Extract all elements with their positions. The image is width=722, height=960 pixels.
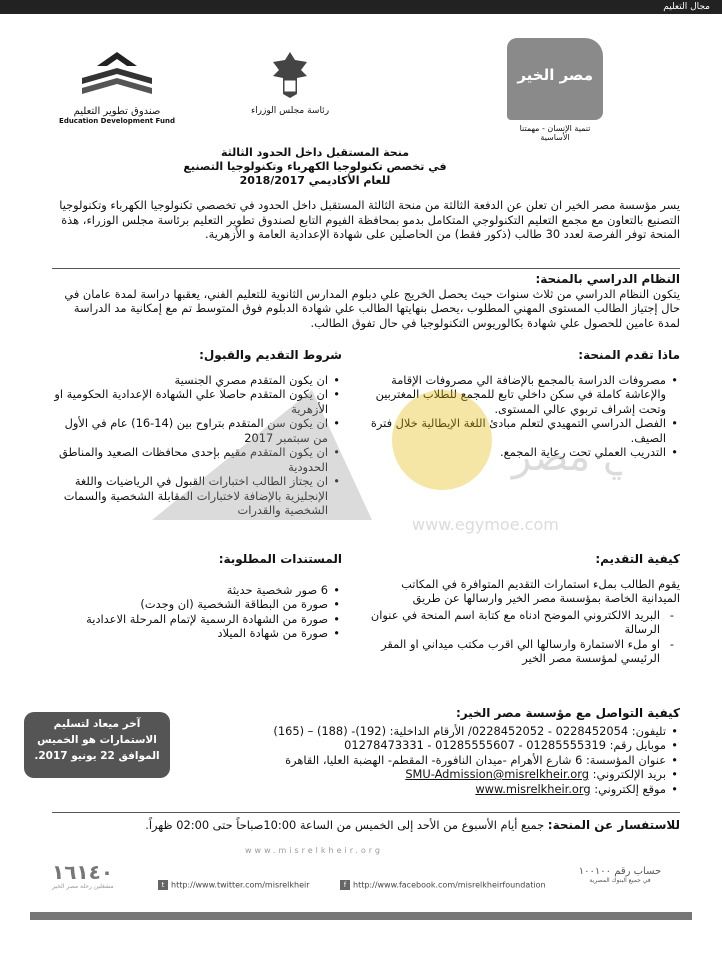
facebook-url[interactable]: http://www.facebook.com/misrelkheirfoundation	[353, 880, 546, 890]
contact-list	[190, 724, 680, 797]
apply-item: - البريد الالكتروني الموضح ادناه مع كتابة اسم المنحة في عنوان الرسالة	[360, 608, 660, 637]
eagle-icon	[267, 48, 313, 102]
misr-elkheir-logo-shape	[507, 38, 603, 120]
facebook-icon: f	[340, 880, 350, 890]
conditions-item: • ان يكون المتقدم مصري الجنسية	[52, 373, 328, 388]
contact-heading: كيفية التواصل مع مؤسسة مصر الخير:	[455, 706, 680, 720]
twitter-icon: t	[158, 880, 168, 890]
offers-item: • التدريب العملي تحت رعاية المجمع.	[360, 445, 666, 460]
top-label: مجال التعليم	[663, 2, 710, 12]
contact-site-row	[190, 782, 666, 797]
email-label: بريد الإلكتروني:	[592, 767, 666, 781]
documents-item: • صورة من الشهادة الرسمية لإتمام المرحلة الاعدادية	[52, 612, 328, 627]
documents-item: • صورة من البطاقة الشخصية (ان وجدت)	[52, 597, 328, 612]
title-line-2: في تخصص تكنولوجيا الكهرباء وتكنولوجيا التصنيع	[183, 160, 447, 173]
deadline-line-1: آخر ميعاد لتسليم	[53, 718, 141, 730]
conditions-item: • ان يكون المتقدم مقيم بإحدى محافظات الصعيد والمناطق الحدودية	[52, 445, 328, 474]
intro-paragraph: يسر مؤسسة مصر الخير ان تعلن عن الدفعة الثالثة من منحة الثالثة المستقبل داخل الحدود في تخصصي تكنولوجيا الكهرباء وتكنولوجيا التصنيع بالتعاون مع مجمع التعليم التكنولوجي المتكامل بدمو بمحافظة الفيوم التابع لصندوق تطوير التعليم برئاسة مجلس الوزراء، هذة المنحة توفر الفرصة لعدد 30 طالب (ذكور فقط) من الحاصلين على شهادة الإعدادية العامة و الأزهرية.	[59, 198, 680, 241]
book-hands-icon	[72, 48, 162, 100]
footer-url[interactable]: www.misrelkheir.org	[245, 846, 383, 855]
inquiry-label: للاستفسار عن المنحة:	[547, 818, 680, 832]
apply-body: يقوم الطالب بملء استمارات التقديم المتوافرة في المكاتب الميدانية الخاصة بمؤسسة مصر الخير وارسالها عن طريق	[401, 576, 680, 605]
conditions-item: • ان يجتاز الطالب اختبارات القبول في الرياضيات واللغة الإنجليزية بالإضافة لاختبارات المقابلة الشخصية والسمات الشخصية والقدرات	[52, 474, 328, 518]
apply-heading: كيفية التقديم:	[595, 552, 680, 566]
bottom-bar	[30, 912, 692, 920]
offers-heading: ماذا تقدم المنحة:	[578, 348, 680, 362]
offers-item: • الفصل الدراسي التمهيدي لتعلم مبادئ اللغة الإيطالية خلال فترة الصيف.	[360, 416, 666, 445]
misr-elkheir-logo	[507, 38, 603, 142]
conditions-list	[52, 373, 342, 518]
contact-mobile: • موبايل رقم: 01285555319 - 01285555607 - 01278473331	[190, 738, 666, 753]
hotline-sub: مشغلين رحلة مصر الخير	[52, 883, 114, 890]
edf-logo	[52, 48, 182, 125]
study-system-section	[52, 272, 680, 330]
twitter-url[interactable]: http://www.twitter.com/misrelkheir	[171, 880, 310, 890]
misr-elkheir-tagline: تنمية الإنسان - مهمتنا الأساسية	[519, 124, 591, 142]
misr-elkheir-logo-text: مصر الخير	[517, 66, 593, 84]
inquiry-text: جميع أيام الأسبوع من الأحد إلى الخميس من الساعة 10:00صباحاً حتى 02:00 ظهراً.	[145, 818, 545, 832]
top-bar	[0, 0, 722, 14]
offers-item: • مصروفات الدراسة بالمجمع بالإضافة الي مصروفات الإقامة والإعاشة كاملة في سكن داخلي تابع للمجمع للطلاب المغتربين وتحت إشراف تربوي عالي المستوى.	[360, 373, 666, 417]
offers-list	[360, 373, 680, 460]
deadline-line-2: الاستمارات هو الخميس	[37, 734, 157, 746]
offers-section	[360, 348, 680, 460]
divider	[52, 812, 680, 813]
account-label: حساب رقم	[614, 866, 662, 877]
conditions-heading: شروط التقديم والقبول:	[199, 348, 342, 362]
apply-item: - او ملء الاستمارة وارسالها الي اقرب مكتب ميداني او المقر الرئيسي لمؤسسة مصر الخير	[360, 637, 660, 666]
conditions-item: • ان يكون المتقدم حاصلا علي الشهادة الإعدادية الحكومية او الأزهرية	[52, 387, 328, 416]
contact-email-row	[190, 767, 666, 782]
site-label: موقع إلكتروني:	[594, 781, 666, 796]
account-number: ١٠٠١٠٠	[578, 866, 612, 877]
documents-list	[52, 583, 342, 641]
inquiry-row	[52, 818, 680, 833]
twitter-link[interactable]	[158, 880, 310, 890]
deadline-line-3: الموافق 22 يونيو 2017.	[34, 750, 160, 762]
study-system-body: يتكون النظام الدراسي من ثلاث سنوات حيث يحصل الخريج علي دبلوم المدارس الثانوية للتعليم الفني، يعقبها دراسة لمدة عامان في حال إجتياز الطالب المستوى المهني المطلوب ،يحصل بنهايتها الطالب علي شهادة الدبلوم فوق المتوسط تم مع إمكانية مد الدراسة لمدة عامين للحصول علي شهادة بكالوريوس التكنولوجيا في حال تفوق الطالب.	[64, 286, 680, 330]
facebook-link[interactable]	[340, 880, 546, 890]
account-sub: في جميع البنوك المصرية	[589, 877, 651, 884]
documents-section	[52, 552, 342, 641]
documents-heading: المستندات المطلوبة:	[218, 552, 342, 566]
email-link[interactable]: SMU-Admission@misrelkheir.org	[405, 767, 589, 781]
hotline-number: ١٦١٤٠	[52, 860, 114, 884]
title-line-1: منحة المستقبل داخل الحدود الثالثة	[220, 146, 410, 159]
deadline-box	[24, 712, 170, 778]
documents-item: • 6 صور شخصية حديثة	[52, 583, 328, 598]
watermark-url: www.egymoe.com	[412, 515, 559, 534]
apply-list	[360, 608, 680, 666]
contact-address: • عنوان المؤسسة: 6 شارع الأهرام -ميدان النافورة- المقطم- الهضبة العليا، القاهرة	[190, 753, 666, 768]
title-line-3: للعام الأكاديمي 2018/2017	[239, 174, 391, 187]
edf-name-ar: صندوق تطوير التعليم	[73, 106, 161, 117]
watermark-name: ي مصر	[512, 434, 622, 480]
study-system-heading: النظام الدراسي بالمنحة:	[535, 272, 680, 286]
cabinet-caption: رئاسة مجلس الوزراء	[250, 106, 330, 116]
cabinet-logo	[250, 48, 330, 116]
edf-name-en: Education Development Fund	[59, 117, 175, 125]
page-title	[170, 146, 460, 188]
site-link[interactable]: www.misrelkheir.org	[475, 781, 591, 796]
contact-phone: • تليفون: 0228452054 - 0228452052/ الأرقام الداخلية: (192)- (188) – (165)	[190, 724, 666, 739]
conditions-item: • ان يكون سن المتقدم بتراوح بين (14-16) عام في الأول من سبتمبر 2017	[52, 416, 328, 445]
apply-section	[360, 552, 680, 666]
documents-item: • صورة من شهادة الميلاد	[52, 626, 328, 641]
contact-section	[190, 706, 680, 796]
conditions-section	[52, 348, 342, 518]
divider	[52, 268, 680, 269]
account-block	[570, 866, 670, 884]
